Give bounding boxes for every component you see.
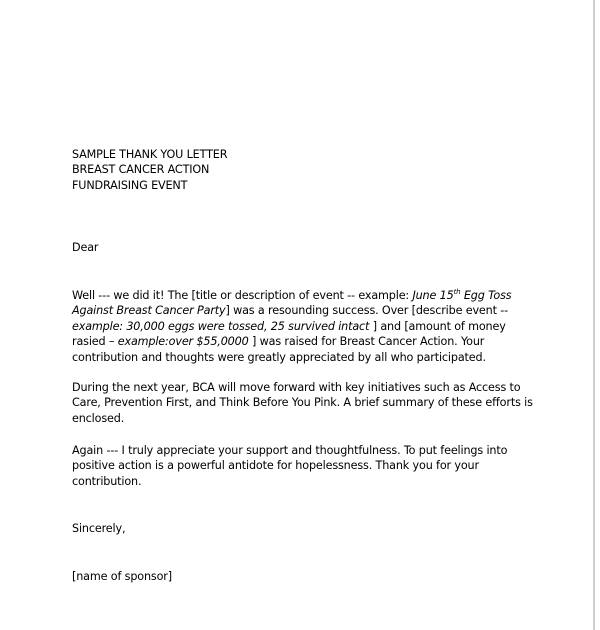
signature: [name of sponsor] bbox=[72, 570, 172, 583]
paragraph-1 bbox=[72, 288, 534, 365]
heading-line: FUNDRAISING EVENT bbox=[72, 178, 188, 192]
text: ] was raised for Breast Cancer Action. Your contribution and thoughts were greatly appreciated by all who participated. bbox=[72, 335, 486, 364]
heading-line: BREAST CANCER ACTION bbox=[72, 163, 210, 177]
text: Well --- we did it! The [title or description of event -- example: bbox=[72, 289, 413, 302]
paragraph-3: Again --- I truly appreciate your support and thoughtfulness. To put feelings into positive action is a powerful antidote for hopelessness. Thank you for your contribution. bbox=[72, 444, 508, 488]
text: Egg Toss Against Breast Cancer Party bbox=[72, 289, 512, 318]
closing: Sincerely, bbox=[72, 522, 126, 535]
salutation: Dear bbox=[72, 241, 99, 254]
heading-line: SAMPLE THANK YOU LETTER bbox=[72, 148, 228, 161]
text: ] was a resounding success. Over [describe event -- bbox=[225, 304, 509, 318]
text: th bbox=[453, 288, 461, 296]
text: June 15 bbox=[412, 289, 454, 302]
paragraph-2: During the next year, BCA will move forward with key initiatives such as Access to Care, Prevention First, and Think Before You Pink. A brief summary of these efforts is enclosed. bbox=[72, 381, 533, 425]
page-edge bbox=[593, 0, 600, 630]
letter-heading bbox=[72, 147, 592, 193]
text: example: 30,000 eggs were tossed, 25 survived intact bbox=[72, 319, 370, 333]
text: example:over $55,0000 bbox=[117, 335, 249, 349]
text: ] and [amount of money rasied – bbox=[72, 319, 506, 349]
